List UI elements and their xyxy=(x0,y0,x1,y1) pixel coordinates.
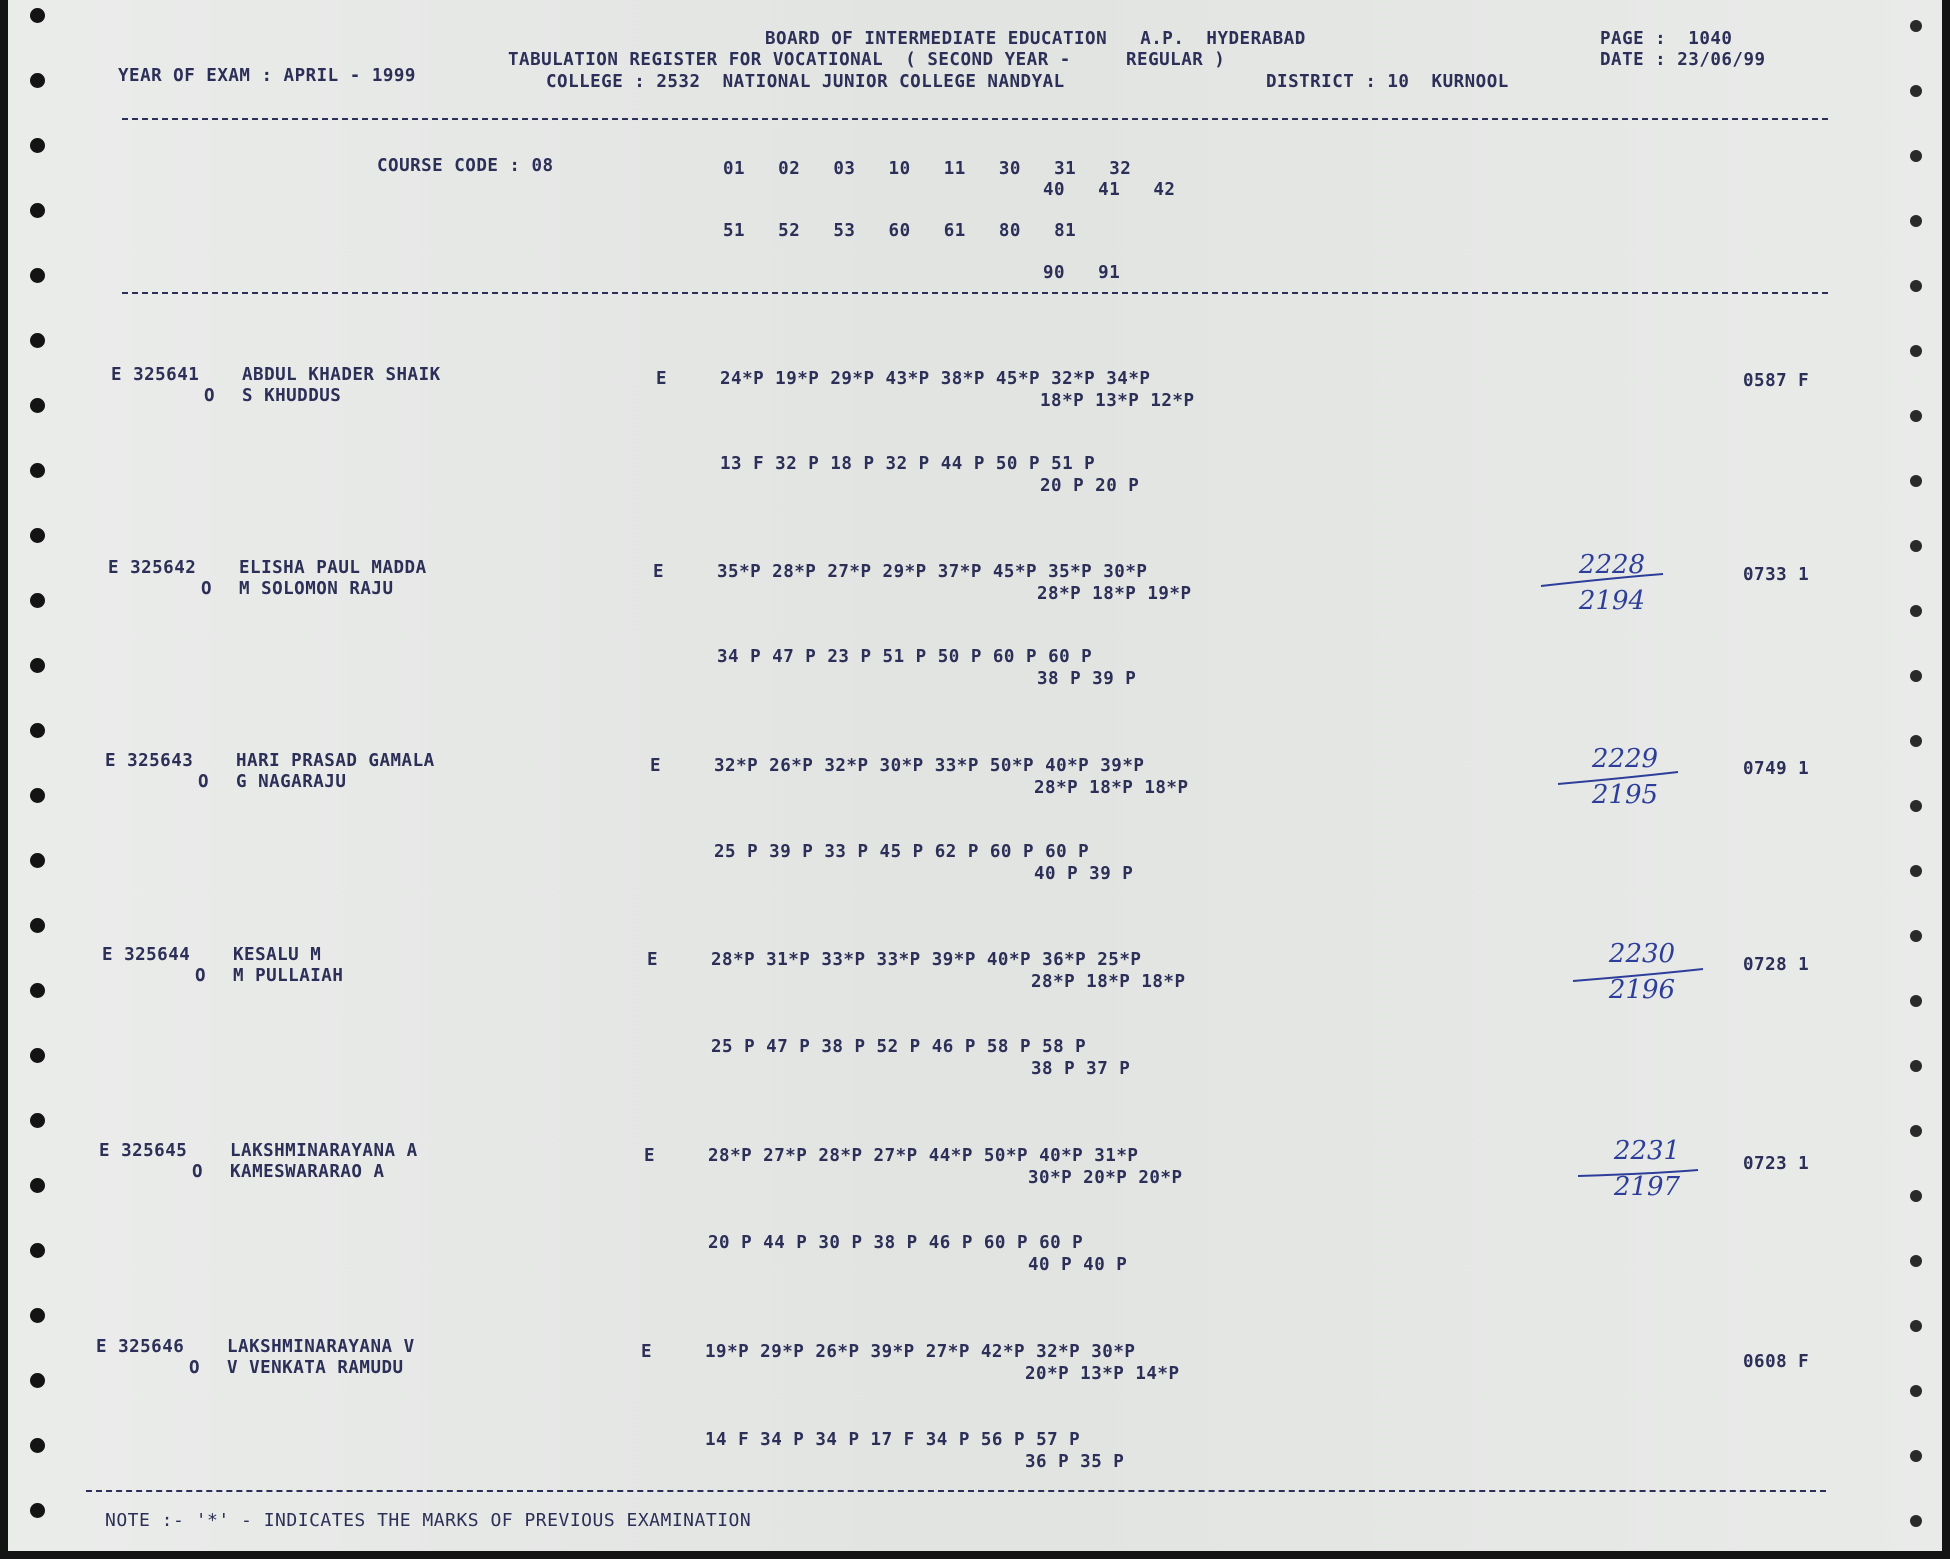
tractor-hole xyxy=(1910,410,1922,422)
student-name: LAKSHMINARAYANA A xyxy=(230,1141,418,1161)
handwritten-fraction xyxy=(1558,1134,1728,1210)
marks-line1: 24*P 19*P 29*P 43*P 38*P 45*P 32*P 34*P xyxy=(720,369,1151,389)
tractor-hole xyxy=(30,1308,45,1323)
tractor-hole xyxy=(30,1438,45,1453)
tractor-hole xyxy=(30,528,45,543)
tractor-hole xyxy=(1910,1125,1922,1137)
handwritten-denominator: 2197 xyxy=(1613,1172,1681,1202)
total-result: 0749 1 xyxy=(1743,759,1810,779)
tractor-hole xyxy=(1910,150,1922,162)
tractor-hole xyxy=(1910,930,1922,942)
divider-header xyxy=(122,292,1828,294)
tractor-hole xyxy=(1910,1515,1922,1527)
marks-line1b: 28*P 18*P 18*P xyxy=(1031,972,1186,992)
medium: E xyxy=(653,562,665,582)
tractor-hole xyxy=(1910,1255,1922,1267)
medium: E xyxy=(647,950,659,970)
divider-bottom xyxy=(86,1490,1826,1492)
handwritten-numerator: 2230 xyxy=(1608,939,1676,969)
handwritten-fraction xyxy=(1523,548,1693,624)
marks-line1: 32*P 26*P 32*P 30*P 33*P 50*P 40*P 39*P xyxy=(714,756,1145,776)
total-result: 0733 1 xyxy=(1743,565,1810,585)
marks-line2: 20 P 44 P 30 P 38 P 46 P 60 P 60 P xyxy=(708,1233,1084,1253)
tractor-hole xyxy=(1910,20,1922,32)
marks-line1b: 30*P 20*P 20*P xyxy=(1028,1168,1183,1188)
total-result: 0608 F xyxy=(1743,1352,1810,1372)
student-id: E 325642 xyxy=(108,558,197,578)
tractor-hole xyxy=(30,1503,45,1518)
page-number: PAGE : 1040 xyxy=(1600,29,1733,49)
marks-line2b: 40 P 40 P xyxy=(1028,1255,1128,1275)
handwritten-numerator: 2229 xyxy=(1591,744,1659,774)
marks-line1b: 28*P 18*P 19*P xyxy=(1037,584,1192,604)
tractor-hole xyxy=(30,138,45,153)
medium: E xyxy=(644,1146,656,1166)
tractor-hole xyxy=(30,1243,45,1258)
marks-line1b: 18*P 13*P 12*P xyxy=(1040,391,1195,411)
student-name: ABDUL KHADER SHAIK xyxy=(242,365,441,385)
tractor-hole xyxy=(30,268,45,283)
marks-line1: 35*P 28*P 27*P 29*P 37*P 45*P 35*P 30*P xyxy=(717,562,1148,582)
total-result: 0723 1 xyxy=(1743,1154,1810,1174)
footer-note: NOTE :- '*' - INDICATES THE MARKS OF PREVIOUS EXAMINATION xyxy=(105,1510,752,1531)
tractor-hole xyxy=(30,333,45,348)
tractor-hole xyxy=(1910,1385,1922,1397)
student-id: E 325644 xyxy=(102,945,191,965)
marks-line2b: 38 P 37 P xyxy=(1031,1059,1131,1079)
marks-line1: 28*P 27*P 28*P 27*P 44*P 50*P 40*P 31*P xyxy=(708,1146,1139,1166)
tractor-hole xyxy=(1910,280,1922,292)
tractor-hole xyxy=(30,983,45,998)
tractor-hole xyxy=(1910,475,1922,487)
marks-line1: 28*P 31*P 33*P 33*P 39*P 40*P 36*P 25*P xyxy=(711,950,1142,970)
parent-name: G NAGARAJU xyxy=(236,772,347,792)
marks-line2b: 20 P 20 P xyxy=(1040,476,1140,496)
register-title: TABULATION REGISTER FOR VOCATIONAL ( SECOND YEAR - REGULAR ) xyxy=(508,50,1226,70)
tractor-hole xyxy=(1910,995,1922,1007)
tractor-hole xyxy=(30,723,45,738)
marks-line2: 13 F 32 P 18 P 32 P 44 P 50 P 51 P xyxy=(720,454,1096,474)
tractor-hole xyxy=(1910,215,1922,227)
handwritten-fraction xyxy=(1536,742,1706,818)
tractor-hole xyxy=(30,1178,45,1193)
parent-name: M PULLAIAH xyxy=(233,966,344,986)
tractor-hole xyxy=(30,593,45,608)
student-name: LAKSHMINARAYANA V xyxy=(227,1337,415,1357)
marks-line2b: 38 P 39 P xyxy=(1037,669,1137,689)
parent-prefix: O xyxy=(192,1162,204,1182)
parent-prefix: O xyxy=(195,966,207,986)
student-name: KESALU M xyxy=(233,945,322,965)
parent-name: KAMESWARARAO A xyxy=(230,1162,385,1182)
tractor-hole xyxy=(1910,1190,1922,1202)
tractor-hole xyxy=(1910,865,1922,877)
medium: E xyxy=(641,1342,653,1362)
subject-codes-row2: 51 52 53 60 61 80 81 xyxy=(723,221,1077,241)
divider-top xyxy=(122,118,1828,120)
handwritten-numerator: 2228 xyxy=(1578,550,1646,580)
handwritten-denominator: 2195 xyxy=(1591,780,1659,810)
tractor-hole xyxy=(30,658,45,673)
marks-line1: 19*P 29*P 26*P 39*P 27*P 42*P 32*P 30*P xyxy=(705,1342,1136,1362)
print-date: DATE : 23/06/99 xyxy=(1600,50,1766,70)
tractor-hole xyxy=(1910,345,1922,357)
tractor-hole xyxy=(1910,670,1922,682)
left-tractor-holes xyxy=(30,0,50,1551)
marks-line2b: 36 P 35 P xyxy=(1025,1452,1125,1472)
parent-prefix: O xyxy=(204,386,216,406)
marks-line2: 14 F 34 P 34 P 17 F 34 P 56 P 57 P xyxy=(705,1430,1081,1450)
tractor-hole xyxy=(30,463,45,478)
marks-line2b: 40 P 39 P xyxy=(1034,864,1134,884)
marks-line1b: 20*P 13*P 14*P xyxy=(1025,1364,1180,1384)
district-info: DISTRICT : 10 KURNOOL xyxy=(1266,72,1509,92)
student-id: E 325643 xyxy=(105,751,194,771)
parent-prefix: O xyxy=(189,1358,201,1378)
total-result: 0587 F xyxy=(1743,371,1810,391)
marks-line1b: 28*P 18*P 18*P xyxy=(1034,778,1189,798)
handwritten-denominator: 2194 xyxy=(1578,586,1646,616)
parent-prefix: O xyxy=(201,579,213,599)
tractor-hole xyxy=(30,73,45,88)
tractor-hole xyxy=(1910,85,1922,97)
medium: E xyxy=(656,369,668,389)
student-id: E 325645 xyxy=(99,1141,188,1161)
tractor-hole xyxy=(30,788,45,803)
parent-name: M SOLOMON RAJU xyxy=(239,579,394,599)
year-of-exam: YEAR OF EXAM : APRIL - 1999 xyxy=(118,66,416,86)
tractor-hole xyxy=(30,8,45,23)
tractor-hole xyxy=(1910,540,1922,552)
board-title: BOARD OF INTERMEDIATE EDUCATION A.P. HYDERABAD xyxy=(765,29,1306,49)
marks-line2: 34 P 47 P 23 P 51 P 50 P 60 P 60 P xyxy=(717,647,1093,667)
handwritten-fraction xyxy=(1553,937,1723,1013)
tractor-hole xyxy=(1910,1450,1922,1462)
student-name: HARI PRASAD GAMALA xyxy=(236,751,435,771)
tractor-hole xyxy=(30,1373,45,1388)
tractor-hole xyxy=(30,398,45,413)
tractor-hole xyxy=(1910,800,1922,812)
tractor-hole xyxy=(30,1048,45,1063)
college-info: COLLEGE : 2532 NATIONAL JUNIOR COLLEGE NANDYAL xyxy=(546,72,1065,92)
tractor-hole xyxy=(30,203,45,218)
handwritten-numerator: 2231 xyxy=(1613,1136,1681,1166)
tractor-hole xyxy=(30,1113,45,1128)
course-code: COURSE CODE : 08 xyxy=(377,156,554,176)
medium: E xyxy=(650,756,662,776)
student-name: ELISHA PAUL MADDA xyxy=(239,558,427,578)
tractor-hole xyxy=(1910,605,1922,617)
subject-codes-row1b: 40 41 42 xyxy=(1043,180,1176,200)
tractor-hole xyxy=(30,853,45,868)
parent-prefix: O xyxy=(198,772,210,792)
student-id: E 325641 xyxy=(111,365,200,385)
subject-codes-row3: 90 91 xyxy=(1043,263,1121,283)
subject-codes-row1: 01 02 03 10 11 30 31 32 xyxy=(723,159,1132,179)
marks-line2: 25 P 39 P 33 P 45 P 62 P 60 P 60 P xyxy=(714,842,1090,862)
tractor-hole xyxy=(1910,1320,1922,1332)
tractor-hole xyxy=(1910,735,1922,747)
tractor-hole xyxy=(1910,1060,1922,1072)
tractor-hole xyxy=(30,918,45,933)
handwritten-denominator: 2196 xyxy=(1608,975,1676,1005)
total-result: 0728 1 xyxy=(1743,955,1810,975)
printout-sheet xyxy=(8,0,1942,1551)
student-id: E 325646 xyxy=(96,1337,185,1357)
parent-name: S KHUDDUS xyxy=(242,386,342,406)
right-tractor-holes xyxy=(1910,0,1930,1551)
marks-line2: 25 P 47 P 38 P 52 P 46 P 58 P 58 P xyxy=(711,1037,1087,1057)
parent-name: V VENKATA RAMUDU xyxy=(227,1358,404,1378)
